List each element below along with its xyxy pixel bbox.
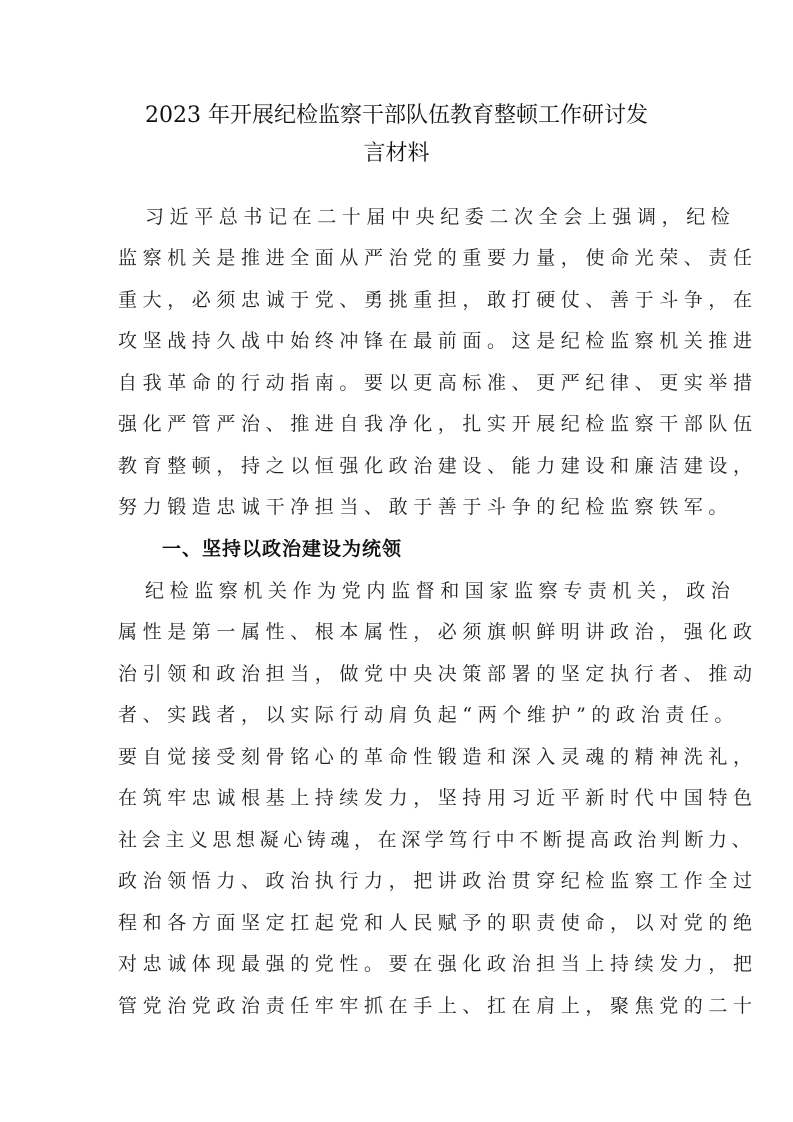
paragraph-line: 在筑牢忠诚根基上持续发力，坚持用习近平新时代中国特色 <box>118 787 758 809</box>
section-heading: 一、坚持以政治建设为统领 <box>162 538 403 560</box>
paragraph-line: 者、实践者，以实际行动肩负起“两个维护”的政治责任。 <box>118 704 740 726</box>
paragraph-line: 教育整顿，持之以恒强化政治建设、能力建设和廉洁建设， <box>118 455 758 477</box>
paragraph-line: 强化严管严治、推进自我净化，扎实开展纪检监察干部队伍 <box>118 413 758 435</box>
title-line-2: 言材料 <box>363 141 430 166</box>
paragraph-line: 政治领悟力、政治执行力，把讲政治贯穿纪检监察工作全过 <box>118 870 758 892</box>
paragraph-line: 自我革命的行动指南。要以更高标准、更严纪律、更实举措 <box>118 372 758 394</box>
document-title <box>100 97 693 173</box>
paragraph-line: 治引领和政治担当，做党中央决策部署的坚定执行者、推动 <box>118 663 758 685</box>
paragraph-line: 努力锻造忠诚干净担当、敢于善于斗争的纪检监察铁军。 <box>118 496 734 518</box>
paragraph-line: 攻坚战持久战中始终冲锋在最前面。这是纪检监察机关推进 <box>118 330 758 352</box>
paragraph-line: 社会主义思想凝心铸魂，在深学笃行中不断提高政治判断力、 <box>118 829 756 851</box>
paragraph-line: 习近平总书记在二十届中央纪委二次全会上强调，纪检 <box>145 206 736 228</box>
paragraph-line: 监察机关是推进全面从严治党的重要力量，使命光荣、责任 <box>118 247 758 269</box>
paragraph-line: 对忠诚体现最强的党性。要在强化政治担当上持续发力，把 <box>118 953 758 975</box>
paragraph-line: 属性是第一属性、根本属性，必须旗帜鲜明讲政治，强化政 <box>118 621 758 643</box>
paragraph-line: 重大，必须忠诚于党、勇挑重担，敢打硬仗、善于斗争，在 <box>118 289 758 311</box>
paragraph-line: 管党治党政治责任牢牢抓在手上、扛在肩上，聚焦党的二十 <box>118 995 758 1017</box>
paragraph-line: 纪检监察机关作为党内监督和国家监察专责机关，政治 <box>145 580 736 602</box>
title-line-1: 2023 年开展纪检监察干部队伍教育整顿工作研讨发 <box>145 103 648 128</box>
paragraph-line: 程和各方面坚定扛起党和人民赋予的职责使命，以对党的绝 <box>118 912 758 934</box>
paragraph-line: 要自觉接受刻骨铭心的革命性锻造和深入灵魂的精神洗礼， <box>118 746 758 768</box>
